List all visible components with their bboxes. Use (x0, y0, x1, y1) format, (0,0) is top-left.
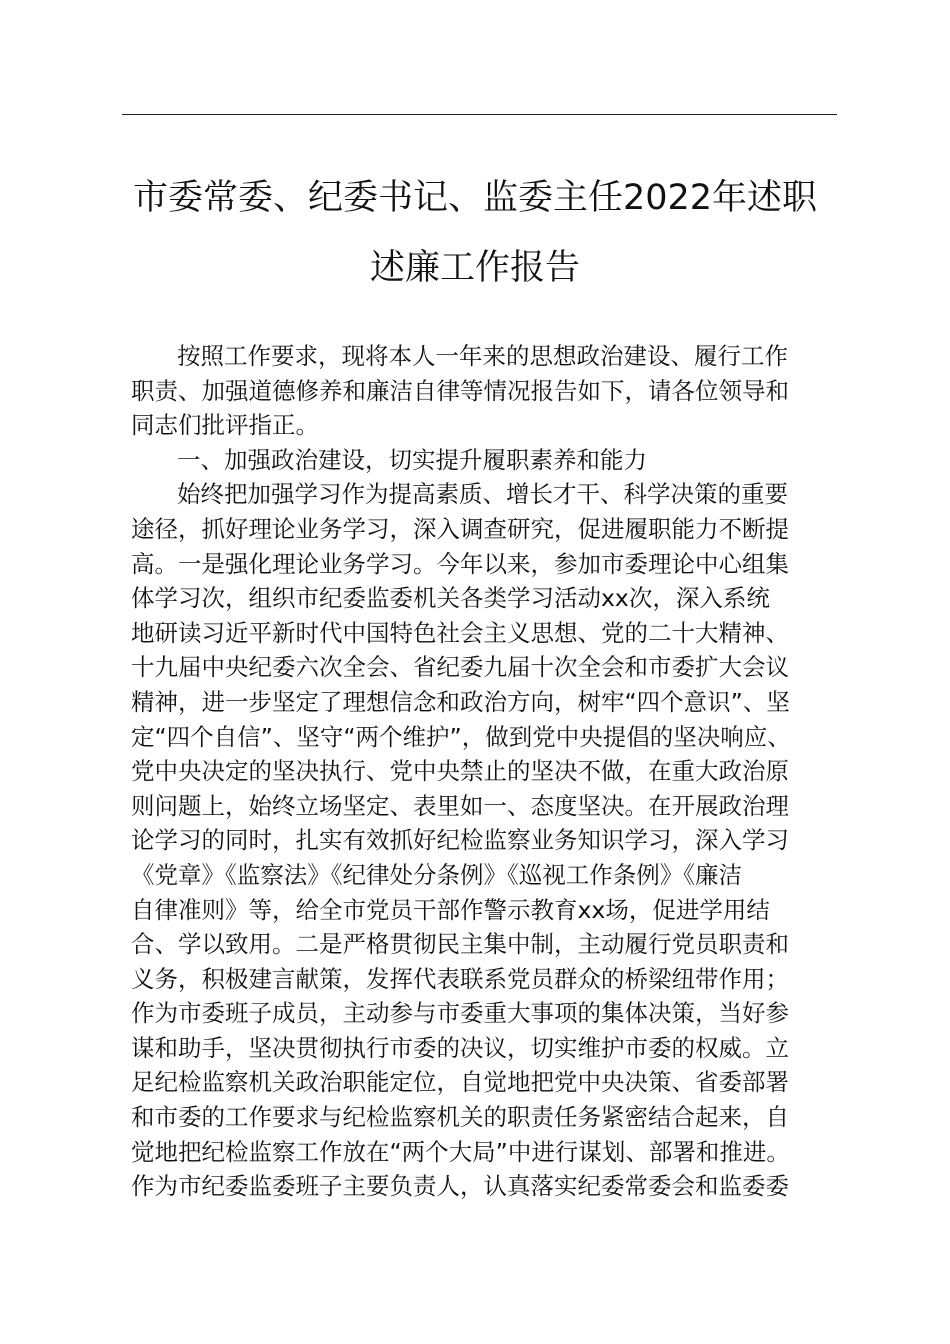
paragraph-intro-line: 按照工作要求，现将本人一年来的思想政治建设、履行工作 (177, 342, 788, 370)
paragraph-section-1-line: 足纪检监察机关政治职能定位，自觉地把党中央决策、省委部署 (131, 1068, 789, 1097)
paragraph-section-1-line: 则问题上，始终立场坚定、表里如一、态度坚决。在开展政治理 (131, 791, 789, 820)
paragraph-section-1-line: 义务，积极建言献策，发挥代表联系党员群众的桥梁纽带作用； (131, 964, 789, 993)
paragraph-section-1-line: 论学习的同时，扎实有效抓好纪检监察业务知识学习，深入学习 (131, 826, 789, 855)
document-body (131, 339, 837, 1204)
section-heading-1: 一、加强政治建设，切实提升履职素养和能力 (177, 445, 647, 474)
document-title-line-1: 市委常委、纪委书记、监委主任2022年述职 (132, 178, 818, 218)
paragraph-section-1-line: 高。一是强化理论业务学习。今年以来，参加市委理论中心组集 (131, 549, 789, 578)
paragraph-section-1-line: 十九届中央纪委六次全会、省纪委九届十次全会和市委扩大会议 (131, 653, 789, 682)
paragraph-section-1-line: 自律准则》等，给全市党员干部作警示教育xx场，促进学用结 (131, 895, 770, 924)
paragraph-section-1-line: 《党章》《监察法》《纪律处分条例》《巡视工作条例》《廉洁 (131, 860, 742, 889)
paragraph-section-1-line: 和市委的工作要求与纪检监察机关的职责任务紧密结合起来，自 (131, 1103, 789, 1132)
paragraph-intro-line: 同志们批评指正。 (131, 411, 319, 440)
paragraph-section-1-line: 谋和助手，坚决贯彻执行市委的决议，切实维护市委的权威。立 (131, 1033, 789, 1062)
paragraph-section-1-line: 作为市纪委监委班子主要负责人，认真落实纪委常委会和监委委 (131, 1172, 789, 1201)
paragraph-section-1-line: 途径，抓好理论业务学习，深入调查研究，促进履职能力不断提 (131, 514, 789, 543)
header-rule (122, 114, 837, 115)
document-title-line-2: 述廉工作报告 (369, 248, 580, 288)
paragraph-section-1-line: 党中央决定的坚决执行、党中央禁止的坚决不做，在重大政治原 (131, 757, 789, 786)
paragraph-section-1-line: 合、学以致用。二是严格贯彻民主集中制，主动履行党员职责和 (131, 930, 789, 959)
paragraph-section-1-line: 作为市委班子成员，主动参与市委重大事项的集体决策，当好参 (131, 999, 789, 1028)
paragraph-intro-line: 职责、加强道德修养和廉洁自律等情况报告如下，请各位领导和 (131, 376, 789, 405)
paragraph-section-1-line: 精神，进一步坚定了理想信念和政治方向，树牢“四个意识”、坚 (131, 687, 790, 716)
paragraph-section-1-line: 体学习次，组织市纪委监委机关各类学习活动xx次，深入系统 (131, 584, 770, 613)
paragraph-section-1-line: 定“四个自信”、坚守“两个维护”，做到党中央提倡的坚决响应、 (131, 722, 791, 751)
paragraph-section-1-line: 觉地把纪检监察工作放在“两个大局”中进行谋划、部署和推进。 (131, 1137, 790, 1166)
paragraph-section-1-line: 始终把加强学习作为提高素质、增长才干、科学决策的重要 (177, 480, 788, 509)
paragraph-section-1-line: 地研读习近平新时代中国特色社会主义思想、党的二十大精神、 (131, 618, 789, 647)
